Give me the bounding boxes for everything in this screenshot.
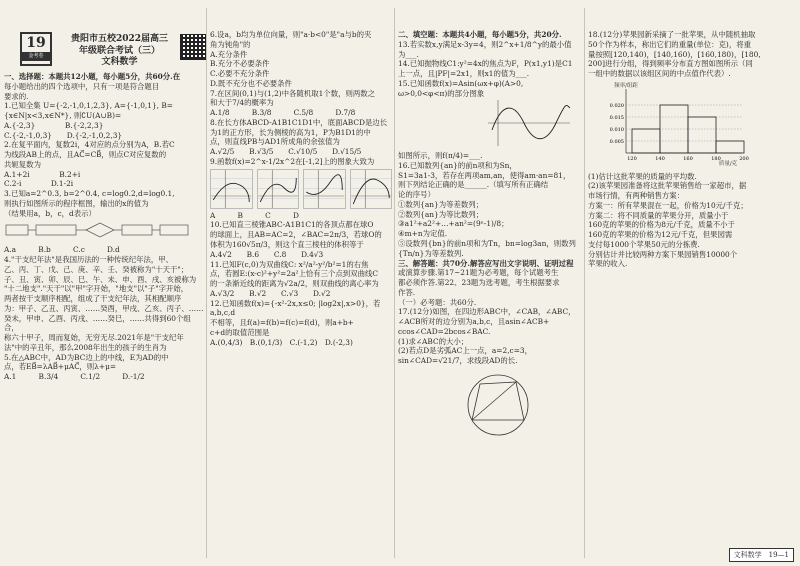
option-line: A.1 B.3/4 C.1/2 D.-1/2 [4, 372, 145, 382]
text-line: 为线段AB上的点，且AC⃗=CB⃗，则点C对应复数的 [4, 150, 167, 160]
text-line: 作答. [398, 287, 416, 297]
subsection-heading: （一）必考题：共60分. [398, 297, 477, 307]
text-line: c+d的取值范围是 [210, 327, 270, 337]
question-12: 12.已知函数f(x)={-x²-2x,x≤0; |log2x|,x>0}，若a,b,c,d [210, 298, 381, 318]
histogram-bar [688, 117, 716, 153]
option-line: A.√3/2 B.√2 C.√3 D.√2 [210, 288, 331, 298]
question-11: 11.已知F(c,0)为双曲线C: x²/a²-y²/b²=1的右焦 [210, 259, 369, 269]
question-13: 13.若实数x,y满足x-3y=4，则2^x+1/8^y的最小值为___. [398, 39, 572, 59]
text-line: 要求的. [4, 91, 29, 101]
y-axis-label: 频率/组距 [614, 82, 638, 89]
text-line: 或演算步骤.第17~21题为必考题，每个试题考生 [398, 268, 559, 278]
text-line: 称六十甲子，周而复始，无穷无尽.2021年是"干支纪年 [4, 333, 184, 343]
option-line: C.必要不充分条件 [210, 69, 270, 79]
column-2 [210, 30, 392, 347]
question-14: 14.已知抛物线C1:y²=4x的焦点为F，P(x1,y1)是C1 [398, 59, 573, 69]
badge [20, 32, 52, 66]
x-tick-label: 120 [627, 155, 637, 162]
text-line: 为1的正方形，长为侧棱的高为1，P为B1D1的中 [210, 127, 371, 137]
text-line: 上一点，且|PF|=2x1，则x1的值为___. [398, 69, 530, 79]
statement-5: ⑤设数列{bn}的前n项和为Tn，bn=log3an，则数列 [398, 239, 576, 249]
histogram-chart [596, 81, 749, 167]
text-line: 苹果的收入. [588, 259, 628, 269]
text-line: 都必须作答.第22、23题为选考题，考生根据要求 [398, 278, 560, 288]
graph-option-b [257, 169, 300, 209]
option-line: A.(0,4/3) B.(0,1/3) C.(-1,2) D.(-2,3) [210, 337, 353, 347]
sine-wave-figure [488, 100, 570, 146]
text-line: 分别估计并比较两种方案下果园销售10000个 [588, 249, 738, 259]
text-line: 的一条渐近线的距离为√2a/2，则双曲线的离心率为 [210, 279, 379, 289]
text-line: sin∠CAD=√21/7，求线段AD的长. [398, 356, 518, 366]
statement-3: ③a1²+a2²+…+an²=(9ⁿ-1)/8； [398, 219, 509, 229]
text-line: 为：甲子、乙丑、丙寅、……癸酉，甲戌、乙亥、丙子、…… [4, 303, 204, 313]
section-heading: 二、填空题：本题共4小题，每小题5分，共20分. [398, 30, 562, 39]
sub-question: (2)若点D是劣弧AC上一点，a=2,c=3， [398, 346, 532, 356]
question-9: 9.函数f(x)=2^x-1/2x^2在[-1,2]上的图象大致为 [210, 156, 375, 166]
subject-title: 文科数学 [101, 57, 138, 68]
graph-option-c [303, 169, 346, 209]
exam-header [4, 0, 204, 72]
column-1 [4, 0, 204, 382]
section-heading: 三、解答题：共70分.解答应写出文字说明、证明过程 [398, 258, 574, 268]
question-5: 5.在△ABC中，AD为BC边上的中线，E为AD的中 [4, 352, 169, 362]
statement-2: ②数列{an}为等比数列； [398, 209, 484, 219]
text-line: 200]进行分组，得到频率分布直方图如图所示（同 [588, 59, 753, 69]
text-line: 癸未，甲申、乙酉、丙戌、……癸巳，……共得到60个组合， [4, 313, 191, 333]
histogram-bar [716, 141, 744, 153]
option-line: C.2-i D.1-2i [4, 179, 74, 189]
sub-question: (2)该苹果园准备将这批苹果销售给一家超市，据 [588, 181, 747, 191]
plan-1: 方案一：所有苹果混在一起，价格为10元/千克； [588, 200, 748, 210]
text-line: 160克的苹果的价格为12元/千克，但果园需 [588, 230, 733, 240]
option-line: A.充分条件 [210, 49, 248, 59]
column-divider [584, 8, 585, 558]
text-line: 点，若圆E:(x-c)²+y²=2a²上恰有三个点到双曲线C [210, 269, 379, 279]
text-line: 如图所示，则f(π/4)=___. [398, 151, 483, 161]
x-tick-label: 200 [739, 155, 749, 162]
question-4: 4."干支纪年法"是我国历法的一种传统纪年法，甲、 [4, 255, 174, 265]
graph-option-d [350, 169, 393, 209]
option-line: A.1/8 B.3/8 C.5/8 D.7/8 [210, 108, 356, 118]
question-7: 7.在区间(0,1)与(1,2)中各随机取1个数，则两数之 [210, 88, 376, 98]
column-3 [398, 30, 578, 443]
sub-question: (1)估计这批苹果的质量的平均数. [588, 171, 697, 181]
text-line: 两者按干支顺序相配，组成了干支纪年法，其相配顺序 [4, 294, 182, 304]
x-tick-label: 180 [711, 155, 721, 162]
y-tick-label: 0.005 [609, 138, 624, 145]
question-10: 10.已知直三棱锥ABC-A1B1C1的各顶点都在球O [210, 220, 374, 230]
text-line: 法"中的辛丑年，那么2008年出生的孩子的生肖为 [4, 342, 167, 352]
x-axis-label: 质量/克 [718, 160, 738, 167]
text-line: 共轭复数为 [4, 159, 41, 169]
question-6: 6.设a，b均为单位向量，则"a·b<0"是"a与b的夹 [210, 30, 372, 39]
text-line: 50个作为样本，称出它们的重量(单位：克)，将重 [588, 39, 751, 49]
text-line: "十二地支"."天干"以"甲"字开始，"地支"以"子"字开始， [4, 284, 189, 294]
option-line: B.充分不必要条件 [210, 59, 270, 69]
text-line: 体积为160√5π/3，则这个直三棱柱的体积等于 [210, 240, 364, 250]
y-tick-label: 0.015 [609, 114, 624, 121]
title-line: 贵阳市五校2022届高三 [70, 34, 169, 44]
text-line: ccos∠CAD=2bcos∠BAC. [398, 326, 491, 336]
text-line: 一组中的数据以该组区间的中点值作代表）. [588, 69, 731, 79]
badge-subtitle: 金考卷 [22, 52, 50, 61]
option-line: A.1+2i B.2+i [4, 169, 81, 179]
option-labels: A B C D [210, 210, 299, 220]
text-line: 不相等，且f(a)=f(b)=f(c)=f(d)，则a+b+ [210, 318, 354, 328]
text-line: 则下列结论正确的是______.（填写所有正确结 [398, 180, 549, 190]
statement-4: ④m+n为定值. [398, 229, 448, 239]
text-line: ω>0,0<φ<π)的部分图象 [398, 88, 485, 98]
text-line: ∠ACB所对的边分别为a,b,c，且asin∠ACB+ [398, 317, 550, 327]
x-tick-label: 140 [655, 155, 665, 162]
title-line: 年级联合考试（三） [78, 45, 160, 56]
text-line: 则执行如图所示的程序框图，输出的x的值为 [4, 198, 149, 208]
sub-question: (1)求∠ABC的大小； [398, 336, 469, 346]
y-tick-label: 0.020 [609, 102, 624, 109]
text-line: 论的序号） [398, 190, 435, 200]
question-15: 15.已知函数f(x)=Asin(ωx+φ)(A>0, [398, 78, 524, 88]
column-divider [394, 8, 395, 558]
x-tick-label: 160 [683, 155, 693, 162]
circle-quadrilateral-figure [458, 370, 538, 440]
text-line: 和大于7/4的概率为 [210, 98, 274, 108]
text-line: （结果用a，b，c，d表示） [4, 208, 96, 218]
question-1: 1.已知全集 U={-2,-1,0,1,2,3}, A={-1,0,1}, B={x∈N|x<3,x∈N*}, 则∁U(A∪B)= [4, 101, 173, 121]
question-18: 18.(12分)苹果园新采摘了一批苹果，从中随机抽取 [588, 30, 756, 39]
function-graph-options [210, 169, 392, 209]
text-line: 乙、丙、丁、戊、己、庚、辛、壬、癸被称为"十天干"； [4, 264, 189, 274]
text-line: 子、丑、寅、卯、辰、巳、午、未、申、酉、戌、亥被称为 [4, 274, 197, 284]
text-line: 的球面上，且AB=AC=2，∠BAC=2π/3，若球O的 [210, 230, 382, 240]
text-line: 支付每1000个苹果50元的分拣费. [588, 239, 700, 249]
flowchart-figure [4, 218, 194, 242]
exam-title [62, 34, 177, 69]
text-line: 市场行情，有两种销售方案： [588, 191, 685, 201]
graph-option-a [210, 169, 253, 209]
question-2: 2.在复平面内，复数2i，4对应的点分别为A，B.若C [4, 140, 175, 150]
question-17: 17.(12分)如图，在四边形ABC中，∠CAB，∠ABC， [398, 307, 576, 317]
column-divider [206, 8, 207, 558]
text-line: 160克的苹果的价格为8元/千克，质量不小于 [588, 220, 735, 230]
text-line: {Tn/n}为等差数列. [398, 248, 464, 258]
option-line: A.a B.b C.c D.d [4, 245, 120, 255]
option-line: A.{-2,3} B.{-2,2,3} [4, 120, 104, 130]
text-line: 量按照[120,140)，[140,160)，[160,180)，[180, [588, 49, 761, 59]
option-line: C.{-2,-1,0,3} D.{-2,-1,0,2,3} [4, 130, 123, 140]
text-line: 角为钝角"的 [210, 39, 251, 49]
text-line: 点，若EB⃗=λAB⃗+μAC⃗，则λ+μ= [4, 362, 117, 372]
question-16: 16.已知数列{an}的前n项和为Sn， [398, 160, 517, 170]
text-line: 点，则直线PB与AD1所成角的余弦值为 [210, 137, 340, 147]
question-3: 3.已知a=2^0.3, b=2^0.4, c=log0.2,d=log0.1, [4, 189, 175, 199]
question-8: 8.在长方体ABCD-A1B1C1D1中，底面ABCD是边长 [210, 117, 388, 127]
qr-code-icon [180, 34, 206, 60]
text-line: S1=3a1-3，若存在两项am,an，使得am·an=81， [398, 170, 571, 180]
text-line: 每小题给出的四个选项中，只有一项是符合题目 [4, 81, 160, 91]
option-line: A.√2/5 B.√3/5 C.√10/5 D.√15/5 [210, 147, 362, 157]
badge-number: 19 [26, 35, 46, 51]
option-line: A.4√2 B.6 C.8 D.4√3 [210, 249, 324, 259]
column-4 [588, 30, 794, 269]
section-heading: 一、选择题：本题共12小题，每小题5分，共60分.在 [4, 72, 181, 81]
statement-1: ①数列{an}为等差数列； [398, 199, 484, 209]
page-footer: 文科数学 19—1 [729, 548, 794, 562]
y-tick-label: 0.010 [609, 126, 624, 133]
option-line: D.既不充分也不必要条件 [210, 78, 292, 88]
plan-2: 方案二：将不同质量的苹果分开，质量小于 [588, 210, 729, 220]
